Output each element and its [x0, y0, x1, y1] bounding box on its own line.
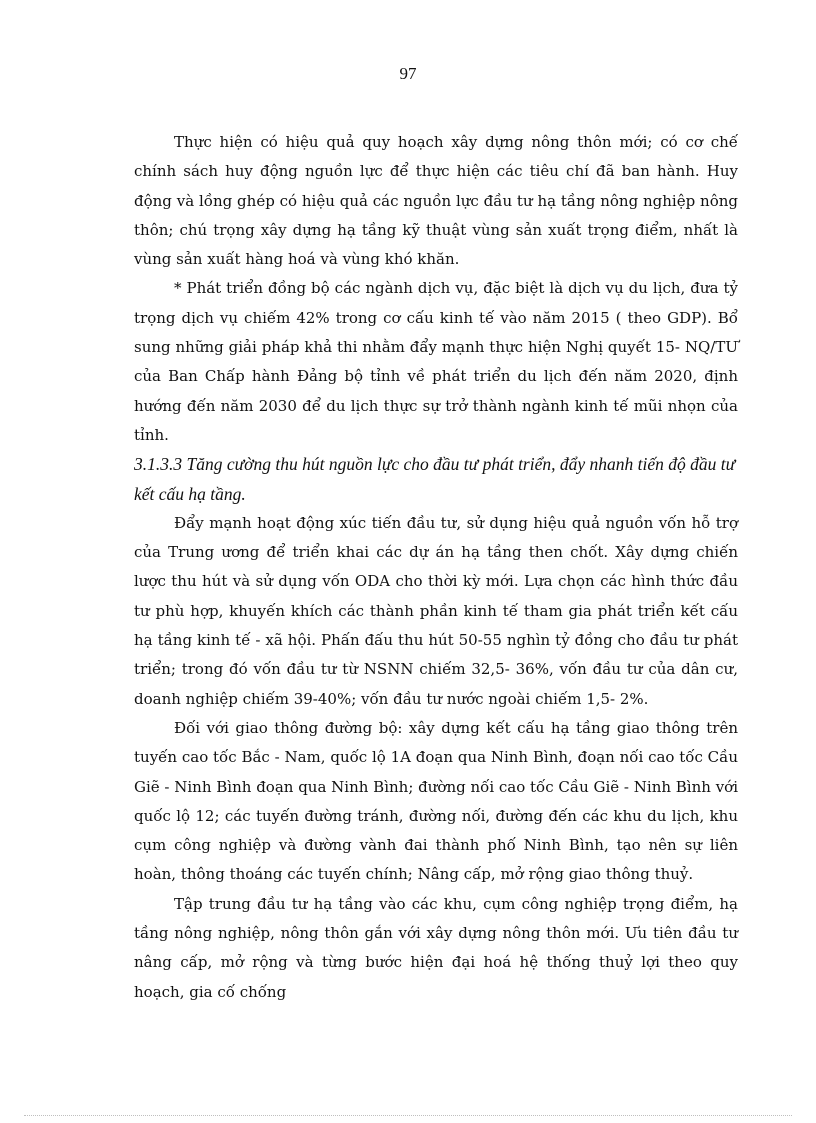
page-number: 97 [399, 64, 417, 83]
document-body [134, 128, 738, 1007]
paragraph: Tập trung đầu tư hạ tầng vào các khu, cụm công nghiệp trọng điểm, hạ tầng nông nghiệp, nông thôn gắn với xây dựng nông thôn mới. Ưu tiên đầu tư nâng cấp, mở rộng và từng bước hiện đại hoá hệ thống thuỷ lợi theo quy hoạch, gia cố chống [134, 894, 738, 1001]
paragraph: * Phát triển đồng bộ các ngành dịch vụ, đặc biệt là dịch vụ du lịch, đưa tỷ trọng dịch vụ chiếm 42% trong cơ cấu kinh tế vào năm 2015 ( theo GDP). Bổ sung những giải pháp khả thi nhằm đẩy mạnh thực hiện Nghị quyết 15- NQ/TƯ của Ban Chấp hành Đảng bộ tỉnh về phát triển du lịch đến năm 2020, định hướng đến năm 2030 để du lịch thực sự trở thành ngành kinh tế mũi nhọn của tỉnh. [134, 279, 738, 444]
page-bottom-divider [24, 1115, 792, 1116]
paragraph: Thực hiện có hiệu quả quy hoạch xây dựng nông thôn mới; có cơ chế chính sách huy động nguồn lực để thực hiện các tiêu chí đã ban hành. Huy động và lồng ghép có hiệu quả các nguồn lực đầu tư hạ tầng nông nghiệp nông thôn; chú trọng xây dựng hạ tầng kỹ thuật vùng sản xuất trọng điểm, nhất là vùng sản xuất hàng hoá và vùng khó khăn. [134, 133, 738, 269]
section-heading: 3.1.3.3 Tăng cường thu hút nguồn lực cho đầu tư phát triển, đẩy nhanh tiến độ đầu tư kết cấu hạ tầng. [134, 454, 736, 504]
paragraph: Đẩy mạnh hoạt động xúc tiến đầu tư, sử dụng hiệu quả nguồn vốn hỗ trợ của Trung ương để triển khai các dự án hạ tầng then chốt. Xây dựng chiến lược thu hút và sử dụng vốn ODA cho thời kỳ mới. Lựa chọn các hình thức đầu tư phù hợp, khuyến khích các thành phần kinh tế tham gia phát triển kết cấu hạ tầng kinh tế - xã hội. Phấn đấu thu hút 50-55 nghìn tỷ đồng cho đầu tư phát triển; trong đó vốn đầu tư từ NSNN chiếm 32,5- 36%, vốn đầu tư của dân cư, doanh nghiệp chiếm 39-40%; vốn đầu tư nước ngoài chiếm 1,5- 2%. [134, 513, 738, 708]
paragraph: Đối với giao thông đường bộ: xây dựng kết cấu hạ tầng giao thông trên tuyến cao tốc Bắc - Nam, quốc lộ 1A đoạn qua Ninh Bình, đoạn nối cao tốc Cầu Giẽ - Ninh Bình đoạn qua Ninh Bình; đường nối cao tốc Cầu Giẽ - Ninh Bình với quốc lộ 12; các tuyến đường tránh, đường nối, đường đến các khu du lịch, khu cụm công nghiệp và đường vành đai thành phố Ninh Bình, tạo nên sự liên hoàn, thông thoáng các tuyến chính; Nâng cấp, mở rộng giao thông thuỷ. [134, 718, 738, 884]
